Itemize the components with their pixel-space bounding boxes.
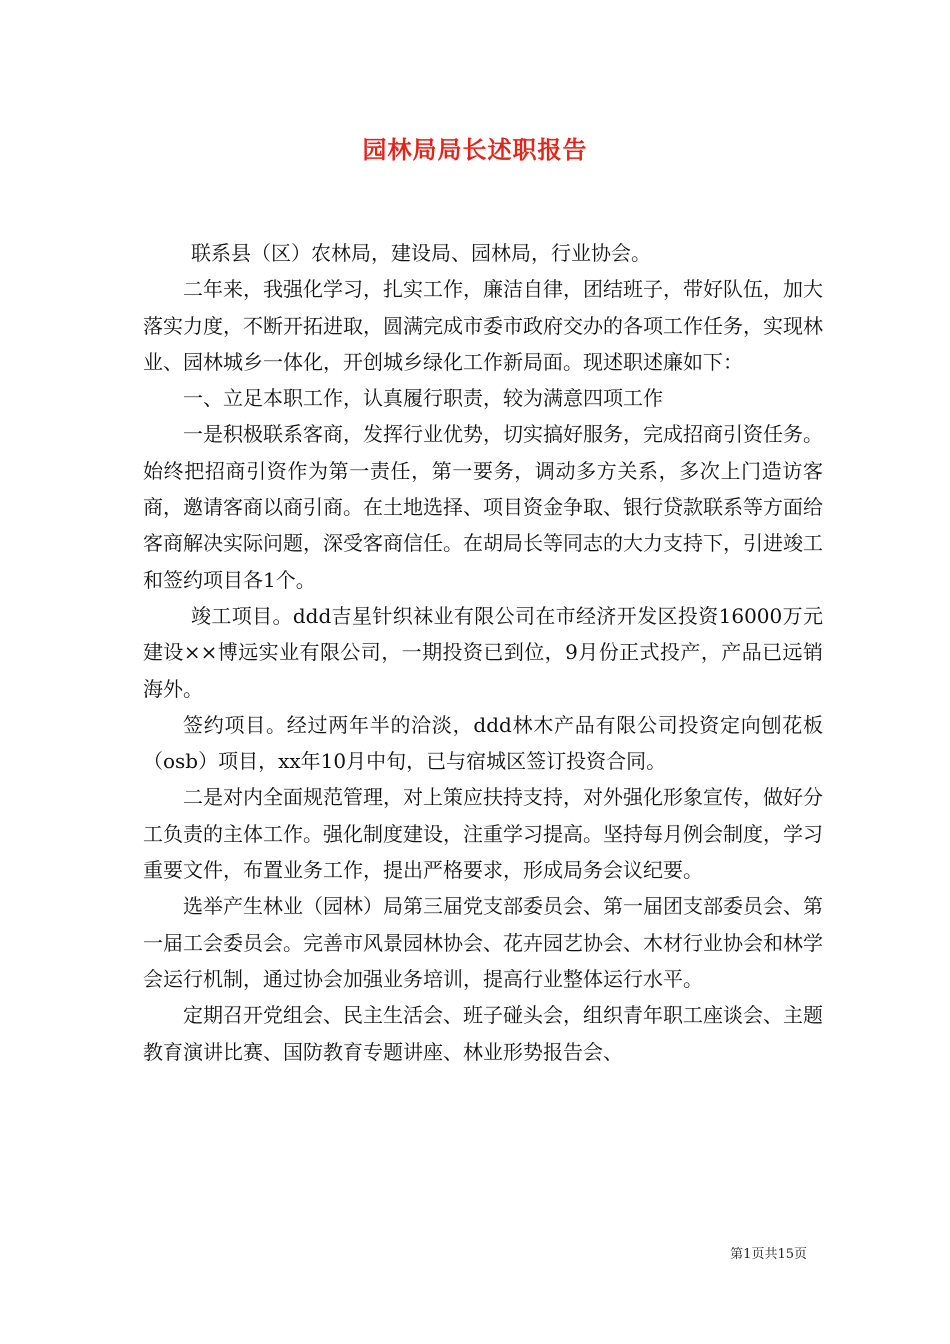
paragraph: 联系县（区）农林局，建设局、园林局，行业协会。 xyxy=(191,241,651,265)
paragraph: 定期召开党组会、民主生活会、班子碰头会，组织青年职工座谈会、主题教育演讲比赛、国防教育专题讲座、林业形势报告会、 xyxy=(143,1003,823,1064)
document-body xyxy=(143,235,823,1070)
paragraph: 一、立足本职工作，认真履行职责，较为满意四项工作 xyxy=(183,386,663,411)
document-title: 园林局局长述职报告 xyxy=(362,135,588,164)
paragraph: 签约项目。经过两年半的洽淡，ddd林木产品有限公司投资定向刨花板（osb）项目，xx年10月中旬，已与宿城区签订投资合同。 xyxy=(143,712,823,774)
paragraph: 选举产生林业（园林）局第三届党支部委员会、第一届团支部委员会、第一届工会委员会。完善市风景园林协会、花卉园艺协会、木材行业协会和林学会运行机制，通过协会加强业务培训，提高行业整体运行水平。 xyxy=(143,894,823,991)
page-number: 第1页共15页 xyxy=(730,1247,807,1262)
paragraph: 二年来，我强化学习，扎实工作，廉洁自律，团结班子，带好队伍，加大落实力度，不断开拓进取，圆满完成市委市政府交办的各项工作任务，实现林业、园林城乡一体化，开创城乡绿化工作新局面。现述职述廉如下： xyxy=(143,277,823,374)
paragraph: 一是积极联系客商，发挥行业优势，切实搞好服务，完成招商引资任务。始终把招商引资作为第一责任，第一要务，调动多方关系，多次上门造访客商，邀请客商以商引商。在土地选择、项目资金争取、银行贷款联系等方面给客商解决实际问题，深受客商信任。在胡局长等同志的大力支持下，引进竣工和签约项目各1个。 xyxy=(143,422,823,592)
paragraph: 竣工项目。ddd吉星针织袜业有限公司在市经济开发区投资16000万元建设××博远实业有限公司，一期投资已到位，9月份正式投产，产品已远销海外。 xyxy=(143,603,823,701)
paragraph: 二是对内全面规范管理，对上策应扶持支持，对外强化形象宣传，做好分工负责的主体工作。强化制度建设，注重学习提高。坚持每月例会制度，学习重要文件，布置业务工作，提出严格要求，形成局务会议纪要。 xyxy=(143,785,823,883)
